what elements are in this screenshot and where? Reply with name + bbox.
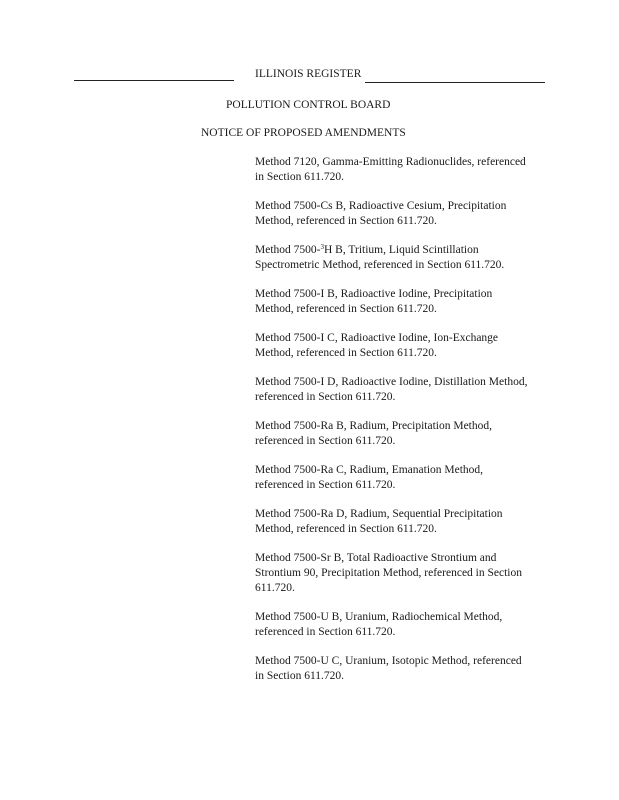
method-entry: Method 7500-U B, Uranium, Radiochemical Method, referenced in Section 611.720.	[255, 611, 503, 638]
header-rule-left	[74, 80, 234, 81]
method-entry: Method 7500-I C, Radioactive Iodine, Ion-Exchange Method, referenced in Section 611.720.	[255, 332, 499, 359]
notice-title: NOTICE OF PROPOSED AMENDMENTS	[201, 127, 406, 139]
method-entry: Method 7120, Gamma-Emitting Radionuclides, referenced in Section 611.720.	[255, 156, 526, 183]
method-entry: Method 7500-Sr B, Total Radioactive Strontium and Strontium 90, Precipitation Method, referenced in Section 611.720.	[255, 552, 522, 594]
method-entry: Method 7500-I D, Radioactive Iodine, Distillation Method, referenced in Section 611.720.	[255, 376, 528, 403]
method-entry: Method 7500-Ra C, Radium, Emanation Method, referenced in Section 611.720.	[255, 464, 484, 491]
method-entry: Method 7500-Ra B, Radium, Precipitation Method, referenced in Section 611.720.	[255, 420, 493, 447]
method-entry: Method 7500-Cs B, Radioactive Cesium, Precipitation Method, referenced in Section 611.720.	[255, 200, 507, 227]
method-entry-superscript: 3	[320, 243, 324, 251]
method-entry-prefix: Method 7500-	[255, 244, 321, 256]
method-entry: Method 7500-Ra D, Radium, Sequential Precipitation Method, referenced in Section 611.720.	[255, 508, 503, 535]
header-rule-right	[365, 82, 545, 83]
board-name: POLLUTION CONTROL BOARD	[226, 99, 391, 111]
register-title: ILLINOIS REGISTER	[255, 68, 362, 80]
method-entry: Method 7500-U C, Uranium, Isotopic Method, referenced in Section 611.720.	[255, 655, 522, 682]
method-entry	[255, 243, 555, 273]
method-list	[255, 155, 555, 698]
method-entry-rest: H B, Tritium, Liquid Scintillation Spectrometric Method, referenced in Section 611.720.	[255, 244, 505, 271]
method-entry: Method 7500-I B, Radioactive Iodine, Precipitation Method, referenced in Section 611.720.	[255, 288, 493, 315]
